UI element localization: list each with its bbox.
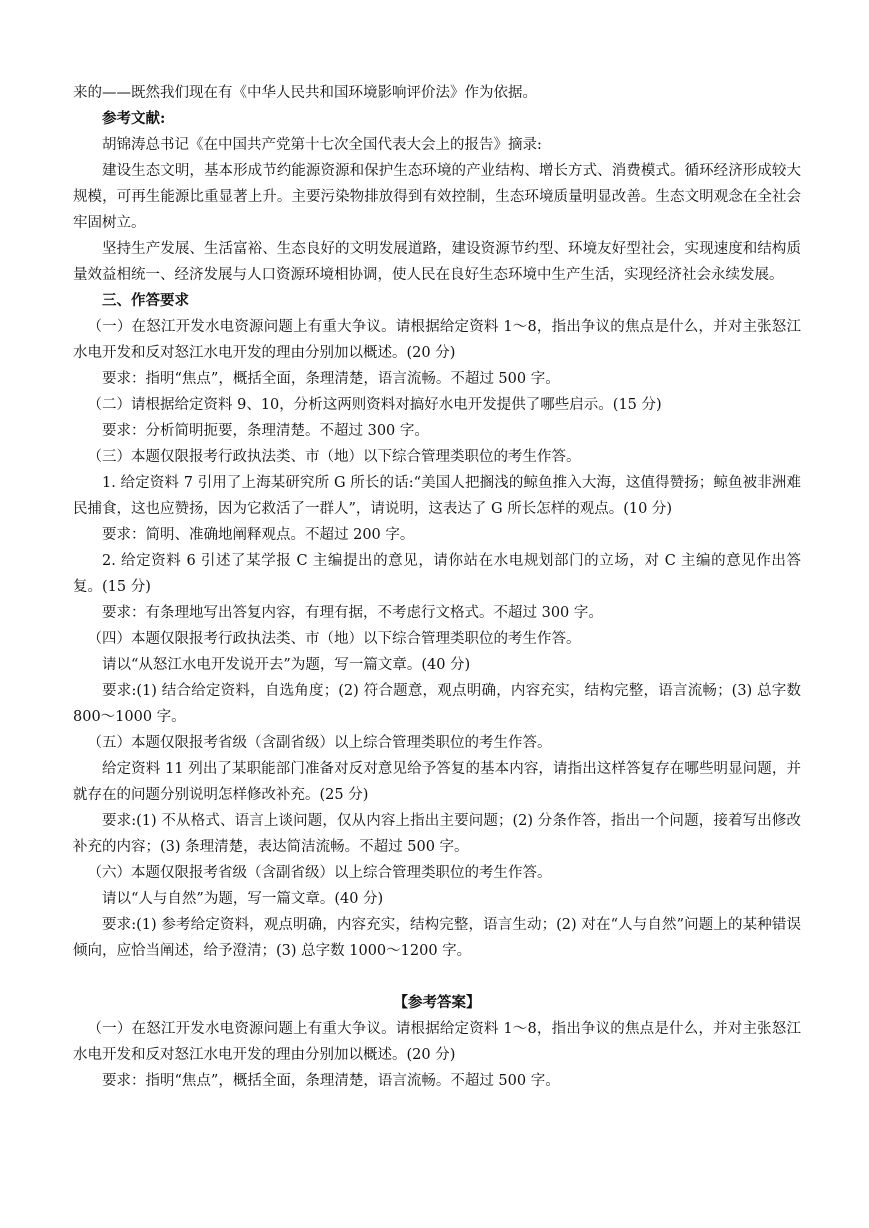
- blank-gap: [73, 964, 801, 990]
- question-5: （五）本题仅限报考省级（含副省级）以上综合管理类职位的考生作答。: [87, 735, 552, 751]
- question-1: （一）在怒江开发水电资源问题上有重大争议。请根据给定资料 1～8，指出争议的焦点是什么，并对主张怒江水电开发和反对怒江水电开发的理由分别加以概述。(20 分): [73, 319, 801, 361]
- question-5-requirement: 要求:(1) 不从格式、语言上谈问题，仅从内容上指出主要问题；(2) 分条作答，指出一个问题，接着写出修改补充的内容；(3) 条理清楚，表达简洁流畅。不超过 500 字。: [73, 813, 801, 855]
- question-3-2-requirement: 要求：有条理地写出答复内容，有理有据，不考虑行文格式。不超过 300 字。: [102, 605, 603, 621]
- section-heading-requirements: 三、作答要求: [102, 292, 189, 309]
- paragraph-3: 胡锦涛总书记《在中国共产党第十七次全国代表大会上的报告》摘录:: [102, 137, 542, 153]
- references-heading: 参考文献:: [102, 110, 166, 127]
- document-body: [73, 80, 801, 1094]
- question-3-1-requirement: 要求：简明、准确地阐释观点。不超过 200 字。: [102, 527, 415, 543]
- question-1-requirement: 要求：指明“焦点”，概括全面，条理清楚，语言流畅。不超过 500 字。: [102, 371, 560, 387]
- paragraph-4: 建设生态文明，基本形成节约能源资源和保护生态环境的产业结构、增长方式、消费模式。循环经济形成较大规模，可再生能源比重显著上升。主要污染物排放得到有效控制，生态环境质量明显改善。生态文明观念在全社会牢固树立。: [73, 163, 801, 231]
- question-4-requirement: 要求:(1) 结合给定资料，自选角度；(2) 符合题意，观点明确，内容充实，结构完整，语言流畅；(3) 总字数 800～1000 字。: [73, 683, 801, 725]
- question-4: （四）本题仅限报考行政执法类、市（地）以下综合管理类职位的考生作答。: [87, 631, 581, 647]
- question-6-requirement: 要求:(1) 参考给定资料，观点明确，内容充实，结构完整，语言生动；(2) 对在“人与自然”问题上的某种错误倾向，应恰当阐述，给予澄清；(3) 总字数 1000～1200 字。: [73, 917, 801, 959]
- answer-question-1-requirement: 要求：指明“焦点”，概括全面，条理清楚，语言流畅。不超过 500 字。: [102, 1073, 560, 1089]
- question-3: （三）本题仅限报考行政执法类、市（地）以下综合管理类职位的考生作答。: [87, 449, 581, 465]
- question-2-requirement: 要求：分析简明扼要，条理清楚。不超过 300 字。: [102, 423, 429, 439]
- question-6: （六）本题仅限报考省级（含副省级）以上综合管理类职位的考生作答。: [87, 865, 552, 881]
- answer-question-1: （一）在怒江开发水电资源问题上有重大争议。请根据给定资料 1～8，指出争议的焦点是什么，并对主张怒江水电开发和反对怒江水电开发的理由分别加以概述。(20 分): [73, 1021, 801, 1063]
- question-6-prompt: 请以“人与自然”为题，写一篇文章。(40 分): [102, 891, 384, 907]
- question-2: （二）请根据给定资料 9、10，分析这两则资料对搞好水电开发提供了哪些启示。(15 分): [87, 397, 662, 413]
- question-4-prompt: 请以“从怒江水电开发说开去”为题，写一篇文章。(40 分): [102, 657, 471, 673]
- question-3-2: 2. 给定资料 6 引述了某学报 C 主编提出的意见，请你站在水电规划部门的立场，对 C 主编的意见作出答复。(15 分): [73, 553, 801, 595]
- answer-heading: 【参考答案】: [393, 994, 481, 1011]
- paragraph-1: 来的——既然我们现在有《中华人民共和国环境影响评价法》作为依据。: [73, 85, 537, 101]
- paragraph-5: 坚持生产发展、生活富裕、生态良好的文明发展道路，建设资源节约型、环境友好型社会，实现速度和结构质量效益相统一、经济发展与人口资源环境相协调，使人民在良好生态环境中生产生活，实现经济社会永续发展。: [73, 241, 801, 283]
- question-3-1: 1. 给定资料 7 引用了上海某研究所 G 所长的话:“美国人把搁浅的鲸鱼推入大海，这值得赞扬；鲸鱼被非洲难民捕食，这也应赞扬，因为它救活了一群人”，请说明，这表达了 G 所长怎样的观点。(10 分): [73, 475, 801, 517]
- question-5-prompt: 给定资料 11 列出了某职能部门准备对反对意见给予答复的基本内容，请指出这样答复存在哪些明显问题，并就存在的问题分别说明怎样修改补充。(25 分): [73, 761, 801, 803]
